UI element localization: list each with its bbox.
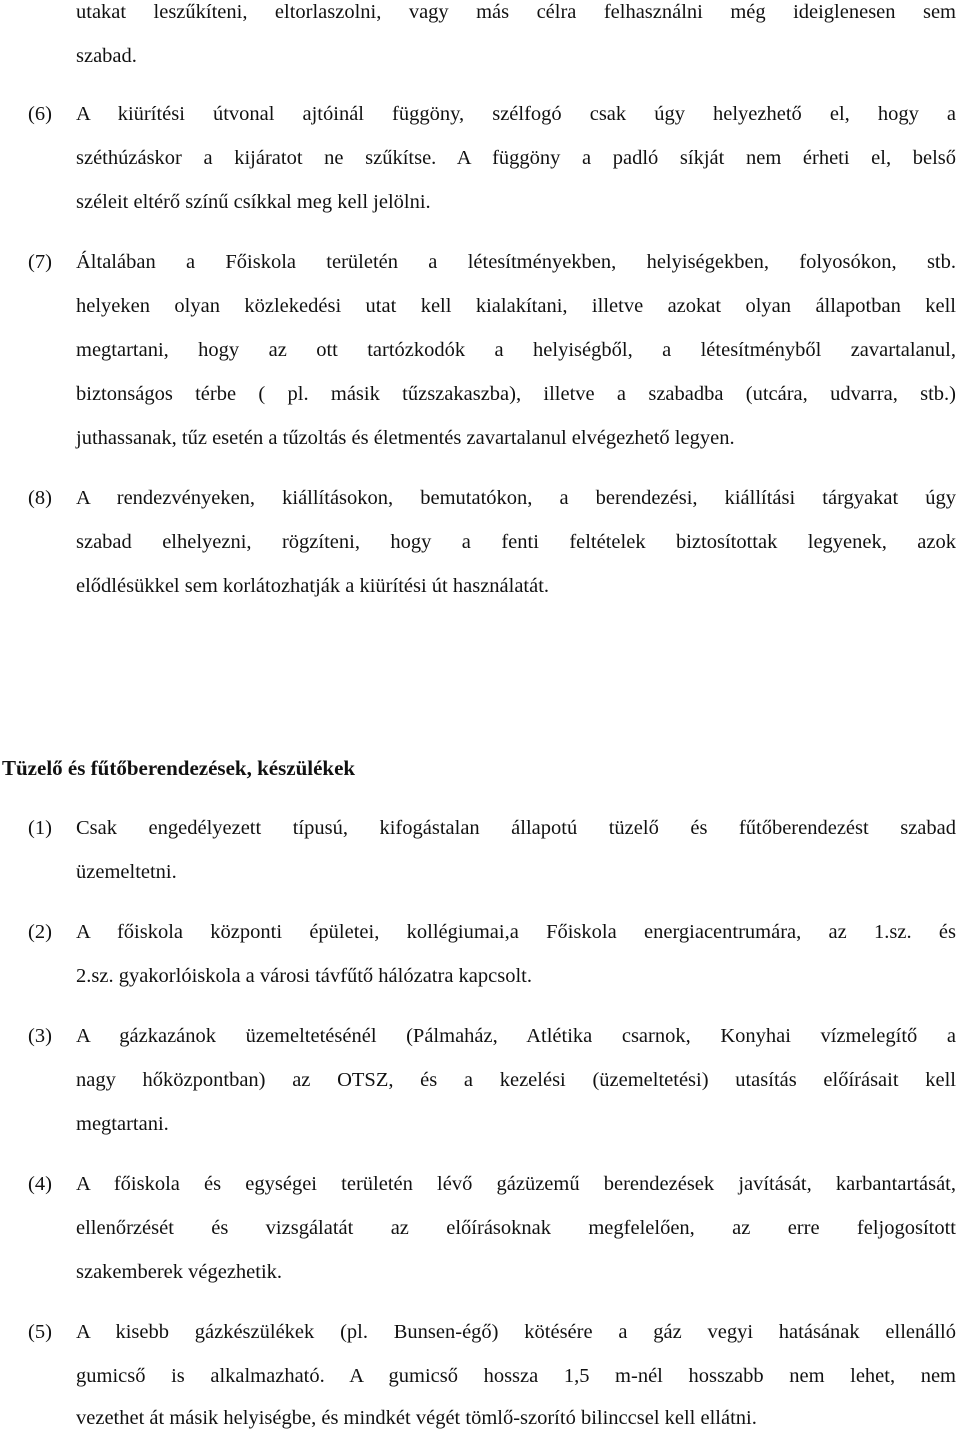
paragraph-number: (1) [28,817,52,839]
text-line: A kisebb gázkészülékek (pl. Bunsen-égő) kötésére a gáz vegyi hatásának ellenálló [76,1321,956,1343]
text-line: szakemberek végezhetik. [76,1261,283,1283]
paragraph-number: (4) [28,1173,52,1195]
text-line: biztonságos térbe ( pl. másik tűzszakaszba), illetve a szabadba (utcára, udvarra, stb.) [76,383,956,405]
text-line: üzemeltetni. [76,861,177,883]
text-line: ellenőrzését és vizsgálatát az előírásoknak megfelelően, az erre feljogosított [76,1217,956,1239]
paragraph-number: (6) [28,103,52,125]
text-line: elődlésükkel sem korlátozhatják a kiürítési út használatát. [76,575,550,597]
paragraph-number: (5) [28,1321,52,1343]
paragraph-number: (8) [28,487,52,509]
text-line: megtartani. [76,1113,169,1135]
text-line: A gázkazánok üzemeltetésénél (Pálmaház, Atlétika csarnok, Konyhai vízmelegítő a [76,1025,956,1047]
text-line: A kiürítési útvonal ajtóinál függöny, szélfogó csak úgy helyezhető el, hogy a [76,103,956,125]
text-line: széleit eltérő színű csíkkal meg kell jelölni. [76,191,431,213]
text-line: A főiskola és egységei területén lévő gázüzemű berendezések javítását, karbantartását, [76,1173,956,1195]
text-line: 2.sz. gyakorlóiskola a városi távfűtő hálózatra kapcsolt. [76,965,532,987]
text-line: A főiskola központi épületei, kollégiumai,a Főiskola energiacentrumára, az 1.sz. és [76,921,956,943]
text-line: megtartani, hogy az ott tartózkodók a helyiségből, a létesítményből zavartalanul, [76,339,956,361]
paragraph-number: (7) [28,251,52,273]
text-line: szabad elhelyezni, rögzíteni, hogy a fenti feltételek biztosítottak legyenek, azok [76,531,956,553]
text-line: juthassanak, tűz esetén a tűzoltás és életmentés zavartalanul elvégezhető legyen. [76,427,735,449]
text-line: szabad. [76,45,137,67]
text-line: A rendezvényeken, kiállításokon, bemutatókon, a berendezési, kiállítási tárgyakat úgy [76,487,956,509]
text-line: Általában a Főiskola területén a létesítményekben, helyiségekben, folyosókon, stb. [76,251,956,273]
text-line: széthúzáskor a kijáratot ne szűkítse. A függöny a padló síkját nem érheti el, belső [76,147,956,169]
paragraph-number: (2) [28,921,52,943]
text-line: Csak engedélyezett típusú, kifogástalan állapotú tüzelő és fűtőberendezést szabad [76,817,956,839]
text-line: gumicső is alkalmazható. A gumicső hossza 1,5 m-nél hosszabb nem lehet, nem [76,1365,956,1387]
text-line: helyeken olyan közlekedési utat kell kialakítani, illetve azokat olyan állapotban kell [76,295,956,317]
section-heading: Tüzelő és fűtőberendezések, készülékek [2,756,356,780]
paragraph-number: (3) [28,1025,52,1047]
text-line: nagy hőközpontban) az OTSZ, és a kezelési (üzemeltetési) utasítás előírásait kell [76,1069,956,1091]
text-line: vezethet át másik helyiségbe, és mindkét végét tömlő-szorító bilinccsel kell ellátni. [76,1407,757,1429]
text-line: utakat leszűkíteni, eltorlaszolni, vagy más célra felhasználni még ideiglenesen sem [76,1,956,23]
